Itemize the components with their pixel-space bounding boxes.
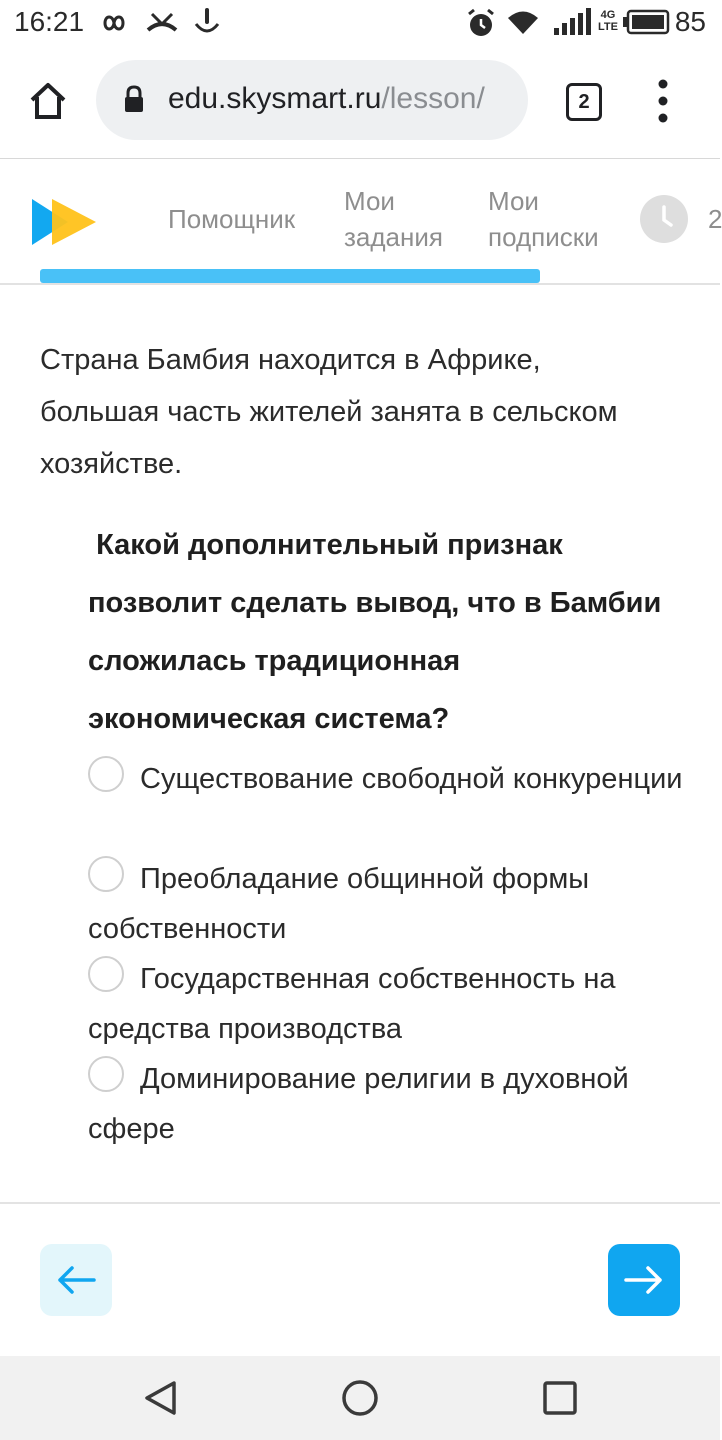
radio-button[interactable]: [88, 856, 124, 892]
radio-button[interactable]: [88, 1056, 124, 1092]
wifi-icon: [506, 8, 540, 36]
answer-option-label: Доминирование религии в духовной сфере: [88, 1063, 629, 1145]
scrolled-heading-remnant: [40, 269, 540, 283]
arrow-left-icon: [56, 1264, 96, 1296]
battery-icon: [622, 9, 670, 35]
clock-icon[interactable]: [640, 195, 688, 243]
recents-icon[interactable]: [542, 1380, 578, 1416]
home-icon[interactable]: [28, 82, 68, 120]
radio-button[interactable]: [88, 756, 124, 792]
system-navigation-bar: [0, 1356, 720, 1440]
nav-my-tasks-line2: задания: [344, 222, 443, 252]
answer-option-label: Преобладание общинной формы собственности: [88, 863, 590, 945]
touch-app-icon: [190, 6, 224, 38]
task-intro-text: Страна Бамбия находится в Африке, большая часть жителей занята в сельском хозяйстве.: [40, 344, 618, 480]
nav-assistant[interactable]: Помощник: [168, 204, 296, 234]
alarm-icon: [466, 8, 496, 38]
answer-option[interactable]: [88, 1054, 688, 1154]
infinity-icon: [96, 12, 132, 34]
nav-my-tasks[interactable]: [344, 183, 443, 255]
status-bar: [0, 0, 720, 46]
browser-toolbar: [0, 46, 720, 156]
task-question-text: Какой дополнительный признак позволит сделать вывод, что в Бамбии сложилась традиционная экономическая система?: [88, 529, 662, 735]
lock-icon[interactable]: [122, 84, 146, 114]
url-text[interactable]: [168, 82, 485, 116]
radio-button[interactable]: [88, 956, 124, 992]
tab-switcher-button[interactable]: 2: [566, 83, 602, 121]
footer-divider: [0, 1202, 720, 1204]
arrow-right-icon: [624, 1264, 664, 1296]
battery-percentage: 85: [674, 6, 706, 37]
home-nav-icon[interactable]: [340, 1378, 380, 1418]
missed-call-icon: [146, 10, 178, 36]
signal-icon: [552, 8, 592, 36]
answer-option[interactable]: [88, 854, 688, 954]
address-bar[interactable]: [96, 60, 528, 140]
more-options-icon[interactable]: [656, 78, 670, 124]
answer-option[interactable]: [88, 954, 688, 1054]
nav-my-subscriptions[interactable]: [488, 183, 599, 255]
network-type: [598, 9, 618, 33]
nav-my-subscriptions-line1: Мои: [488, 186, 539, 216]
back-icon[interactable]: [142, 1380, 178, 1416]
url-host: edu.skysmart.ru: [168, 82, 382, 115]
answer-option-label: Государственная собственность на средства производства: [88, 963, 616, 1045]
answer-option-label: Существование свободной конкуренции: [140, 763, 683, 795]
answer-option[interactable]: [88, 754, 688, 804]
url-path: /lesson/: [381, 82, 485, 115]
nav-my-subscriptions-line2: подписки: [488, 222, 599, 252]
skysmart-logo[interactable]: [30, 197, 98, 247]
status-time: 16:21: [14, 6, 85, 37]
next-task-button[interactable]: [608, 1244, 680, 1316]
network-type-bottom: LTE: [598, 21, 618, 33]
site-header: [0, 158, 720, 285]
network-type-top: 4G: [600, 9, 616, 21]
timer-value: 2: [708, 204, 722, 234]
task-question: [88, 516, 668, 748]
nav-my-tasks-line1: Мои: [344, 186, 395, 216]
previous-task-button[interactable]: [40, 1244, 112, 1316]
